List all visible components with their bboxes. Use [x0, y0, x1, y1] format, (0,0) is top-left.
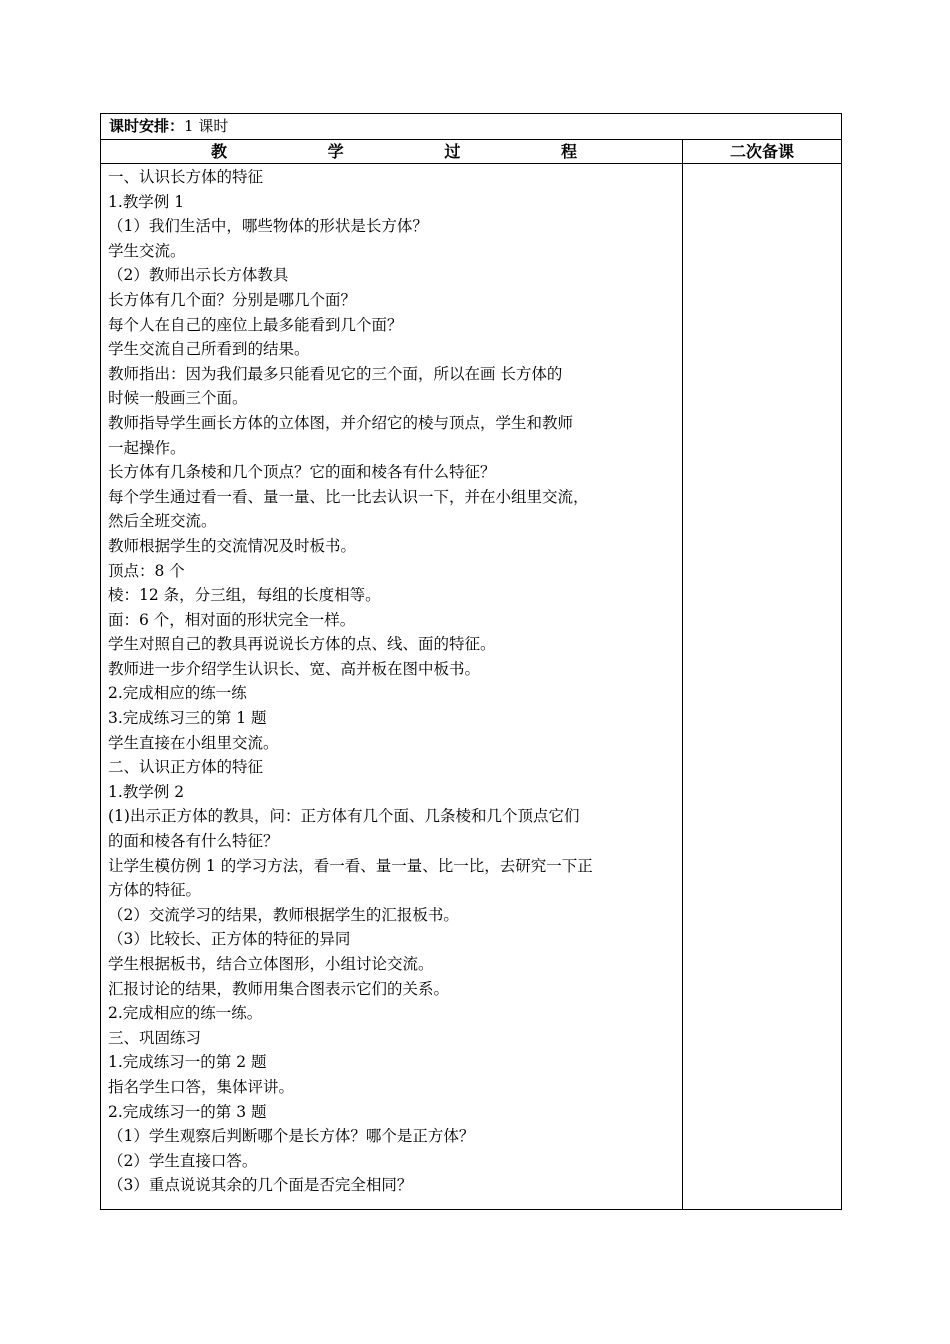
content-line: 让学生模仿例 1 的学习方法，看一看、量一量、比一比，去研究一下正 — [108, 856, 593, 875]
schedule-value: 1 课时 — [184, 117, 229, 135]
content-line: 三、巩固练习 — [108, 1028, 202, 1047]
lesson-plan-table — [100, 113, 842, 1210]
content-line: 棱：12 条，分三组，每组的长度相等。 — [108, 586, 381, 605]
process-header-char: 过 — [444, 142, 461, 161]
content-line: 一、认识长方体的特征 — [108, 168, 264, 186]
content-lines — [108, 165, 676, 1198]
process-header-char: 学 — [327, 142, 344, 161]
content-line: 一起操作。 — [108, 438, 186, 457]
content-line: 2.完成相应的练一练 — [108, 684, 247, 703]
content-line: 1.教学例 1 — [108, 192, 185, 211]
content-line: 汇报讨论的结果，教师用集合图表示它们的关系。 — [108, 979, 450, 998]
schedule-row — [101, 114, 842, 140]
process-header-char: 程 — [560, 142, 577, 161]
process-header-cell — [101, 140, 683, 164]
content-line: 教师指出：因为我们最多只能看见它的三个面，所以在画 长方体的 — [108, 364, 563, 383]
content-line: 二、认识正方体的特征 — [108, 758, 264, 777]
second-prep-notes — [683, 164, 842, 1210]
header-row — [101, 140, 842, 164]
content-line: （3）重点说说其余的几个面是否完全相同？ — [108, 1176, 413, 1195]
content-line: 1.完成练习一的第 2 题 — [108, 1053, 267, 1072]
schedule-cell — [101, 114, 842, 140]
content-line: 2.完成相应的练一练。 — [108, 1004, 263, 1023]
content-line: （2）交流学习的结果，教师根据学生的汇报板书。 — [108, 905, 459, 924]
content-line: （1）我们生活中，哪些物体的形状是长方体？ — [108, 217, 428, 236]
content-line: 3.完成练习三的第 1 题 — [108, 709, 267, 728]
content-line: 时候一般画三个面。 — [108, 389, 248, 408]
content-line: 教师进一步介绍学生认识长、宽、高并板在图中板书。 — [108, 659, 481, 678]
content-line: 每个学生通过看一看、量一量、比一比去认识一下，并在小组里交流， — [108, 487, 589, 506]
content-line: 的面和棱各有什么特征？ — [108, 832, 279, 851]
content-line: 教师根据学生的交流情况及时板书。 — [108, 536, 357, 555]
content-line: 指名学生口答，集体评讲。 — [108, 1077, 295, 1096]
content-line: 长方体有几条棱和几个顶点？它的面和棱各有什么特征？ — [108, 463, 496, 482]
content-line: 学生交流自己所看到的结果。 — [108, 340, 310, 359]
content-line: 顶点：8 个 — [108, 561, 185, 580]
second-prep-header: 二次备课 — [683, 140, 842, 164]
content-line: 面：6 个，相对面的形状完全一样。 — [108, 610, 356, 629]
content-line: （3）比较长、正方体的特征的异同 — [108, 930, 351, 949]
content-line: 教师指导学生画长方体的立体图，并介绍它的棱与顶点，学生和教师 — [108, 413, 574, 432]
content-line: 每个人在自己的座位上最多能看到几个面？ — [108, 315, 403, 334]
content-line: 1.教学例 2 — [108, 782, 185, 801]
content-line: 长方体有几个面？分别是哪几个面？ — [108, 290, 357, 309]
process-header — [101, 140, 682, 163]
content-line: 2.完成练习一的第 3 题 — [108, 1102, 267, 1121]
content-row — [101, 164, 842, 1210]
process-header-char: 教 — [211, 142, 228, 161]
content-line: （2）教师出示长方体教具 — [108, 266, 289, 285]
content-line: 然后全班交流。 — [108, 512, 217, 531]
content-line: (1)出示正方体的教具，问：正方体有几个面、几条棱和几个顶点它们 — [108, 807, 580, 826]
content-line: 学生对照自己的教具再说说长方体的点、线、面的特征。 — [108, 635, 496, 654]
content-line: 方体的特征。 — [108, 881, 202, 900]
content-line: 学生交流。 — [108, 241, 186, 260]
content-line: 学生直接在小组里交流。 — [108, 733, 279, 752]
schedule-label: 课时安排： — [109, 117, 185, 135]
content-line: （1）学生观察后判断哪个是长方体？哪个是正方体？ — [108, 1127, 475, 1146]
content-line: （2）学生直接口答。 — [108, 1151, 258, 1170]
teaching-process-content — [101, 164, 683, 1210]
content-line: 学生根据板书，结合立体图形，小组讨论交流。 — [108, 955, 434, 973]
